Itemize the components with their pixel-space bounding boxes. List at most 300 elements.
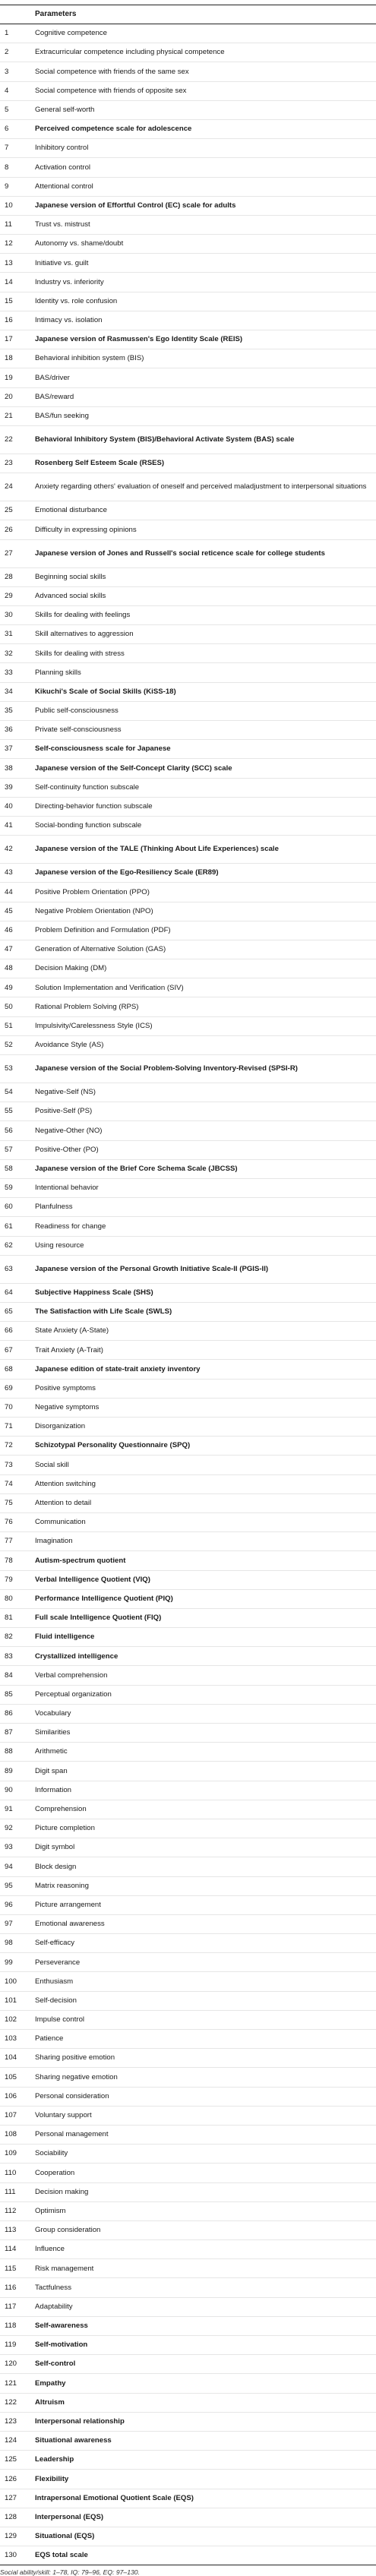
row-number: 39	[0, 778, 35, 797]
table-row	[0, 1724, 376, 1743]
row-parameter: Block design	[35, 1857, 376, 1876]
row-parameter: Verbal comprehension	[35, 1666, 376, 1685]
table-row	[0, 2546, 376, 2565]
row-number: 7	[0, 139, 35, 158]
row-number: 54	[0, 1083, 35, 1102]
row-parameter: Interpersonal (EQS)	[35, 2508, 376, 2527]
row-number: 111	[0, 2182, 35, 2201]
row-number: 106	[0, 2087, 35, 2106]
row-number: 73	[0, 1456, 35, 1474]
table-row	[0, 1838, 376, 1857]
table-row	[0, 215, 376, 234]
table-row	[0, 539, 376, 567]
row-parameter: Situational (EQS)	[35, 2527, 376, 2546]
table-row	[0, 368, 376, 387]
row-number: 25	[0, 501, 35, 520]
row-parameter: Generation of Alternative Solution (GAS)	[35, 940, 376, 959]
row-parameter: Negative-Self (NS)	[35, 1083, 376, 1102]
row-parameter: Activation control	[35, 158, 376, 177]
table-row	[0, 1608, 376, 1627]
table-row	[0, 997, 376, 1016]
row-number: 115	[0, 2259, 35, 2278]
row-number: 10	[0, 196, 35, 215]
row-parameter: Self-continuity function subscale	[35, 778, 376, 797]
table-row	[0, 1953, 376, 1972]
table-row	[0, 1570, 376, 1589]
row-number: 110	[0, 2164, 35, 2182]
row-number: 83	[0, 1647, 35, 1666]
table-row	[0, 1532, 376, 1551]
table-row	[0, 605, 376, 624]
row-number: 82	[0, 1628, 35, 1647]
table-row	[0, 1121, 376, 1140]
table-row	[0, 254, 376, 273]
row-number: 66	[0, 1322, 35, 1341]
row-parameter: Matrix reasoning	[35, 1876, 376, 1895]
table-row	[0, 1857, 376, 1876]
row-number: 12	[0, 235, 35, 254]
table-row	[0, 1283, 376, 1302]
row-number: 5	[0, 100, 35, 119]
row-parameter: Picture arrangement	[35, 1895, 376, 1914]
row-number: 85	[0, 1685, 35, 1704]
row-parameter: BAS/fun seeking	[35, 406, 376, 425]
table-row	[0, 1743, 376, 1762]
row-parameter: Crystallized intelligence	[35, 1647, 376, 1666]
row-number: 116	[0, 2278, 35, 2297]
row-parameter: Rosenberg Self Esteem Scale (RSES)	[35, 454, 376, 473]
table-row	[0, 1398, 376, 1417]
row-parameter: Social competence with friends of opposite sex	[35, 81, 376, 100]
table-row	[0, 1302, 376, 1321]
row-parameter: Japanese version of Effortful Control (EC) scale for adults	[35, 196, 376, 215]
row-number: 120	[0, 2355, 35, 2374]
row-number: 63	[0, 1255, 35, 1283]
row-parameter: Cognitive competence	[35, 24, 376, 43]
table-row	[0, 883, 376, 902]
table-row	[0, 473, 376, 501]
row-number: 32	[0, 644, 35, 663]
row-number: 81	[0, 1608, 35, 1627]
row-parameter: Problem Definition and Formulation (PDF)	[35, 921, 376, 940]
table-row	[0, 1016, 376, 1035]
row-parameter: Self-motivation	[35, 2336, 376, 2355]
row-number: 101	[0, 1991, 35, 2010]
table-row	[0, 2068, 376, 2087]
row-parameter: BAS/reward	[35, 387, 376, 406]
table-row	[0, 2374, 376, 2393]
table-row	[0, 1493, 376, 1512]
table-row	[0, 2316, 376, 2335]
table-row	[0, 740, 376, 759]
row-parameter: Extracurricular competence including physical competence	[35, 43, 376, 62]
row-number: 49	[0, 978, 35, 997]
row-number: 74	[0, 1474, 35, 1493]
row-parameter: Kikuchi's Scale of Social Skills (KiSS-18)	[35, 682, 376, 701]
row-parameter: Risk management	[35, 2259, 376, 2278]
row-number: 84	[0, 1666, 35, 1685]
row-number: 71	[0, 1418, 35, 1437]
table-row	[0, 520, 376, 539]
table-row	[0, 1437, 376, 1456]
row-number: 127	[0, 2489, 35, 2508]
row-parameter: Optimism	[35, 2201, 376, 2220]
row-parameter: Attention switching	[35, 1474, 376, 1493]
row-number: 44	[0, 883, 35, 902]
table-row	[0, 2145, 376, 2164]
row-parameter: Self-efficacy	[35, 1934, 376, 1953]
row-number: 119	[0, 2336, 35, 2355]
table-row	[0, 721, 376, 740]
row-parameter: Perseverance	[35, 1953, 376, 1972]
table-row	[0, 1589, 376, 1608]
table-row	[0, 235, 376, 254]
row-number: 87	[0, 1724, 35, 1743]
table-row	[0, 902, 376, 921]
row-parameter: Perceptual organization	[35, 1685, 376, 1704]
row-number: 51	[0, 1016, 35, 1035]
parameters-table	[0, 5, 376, 2565]
row-number: 130	[0, 2546, 35, 2565]
row-parameter: Japanese version of the TALE (Thinking About Life Experiences) scale	[35, 836, 376, 864]
row-number: 86	[0, 1704, 35, 1723]
row-parameter: Voluntary support	[35, 2106, 376, 2125]
row-number: 19	[0, 368, 35, 387]
table-row	[0, 1819, 376, 1838]
row-number: 108	[0, 2125, 35, 2144]
row-number: 117	[0, 2297, 35, 2316]
table-row	[0, 349, 376, 368]
row-number: 27	[0, 539, 35, 567]
table-row	[0, 1236, 376, 1255]
table-row	[0, 1379, 376, 1398]
row-number: 42	[0, 836, 35, 864]
row-number: 46	[0, 921, 35, 940]
header-number	[0, 5, 35, 24]
table-row	[0, 978, 376, 997]
table-row	[0, 1972, 376, 1991]
row-number: 18	[0, 349, 35, 368]
row-parameter: Anxiety regarding others' evaluation of oneself and perceived maladjustment to interpersonal situations	[35, 473, 376, 501]
row-number: 67	[0, 1341, 35, 1360]
table-row	[0, 701, 376, 720]
row-number: 11	[0, 215, 35, 234]
table-row	[0, 2489, 376, 2508]
row-number: 105	[0, 2068, 35, 2087]
row-parameter: Comprehension	[35, 1800, 376, 1819]
row-number: 43	[0, 864, 35, 883]
row-number: 98	[0, 1934, 35, 1953]
table-row	[0, 1474, 376, 1493]
table-row	[0, 273, 376, 292]
table-row	[0, 959, 376, 978]
table-body	[0, 24, 376, 2565]
row-number: 99	[0, 1953, 35, 1972]
row-parameter: Behavioral Inhibitory System (BIS)/Behavioral Activate System (BAS) scale	[35, 425, 376, 454]
row-number: 94	[0, 1857, 35, 1876]
row-parameter: Initiative vs. guilt	[35, 254, 376, 273]
row-parameter: Japanese version of Rasmussen's Ego Identity Scale (REIS)	[35, 330, 376, 349]
row-number: 53	[0, 1055, 35, 1083]
table-row	[0, 24, 376, 43]
row-parameter: Sharing negative emotion	[35, 2068, 376, 2087]
row-number: 102	[0, 2010, 35, 2029]
table-row	[0, 2220, 376, 2239]
table-row	[0, 567, 376, 586]
table-row	[0, 2106, 376, 2125]
row-parameter: Solution Implementation and Verification (SIV)	[35, 978, 376, 997]
table-row	[0, 501, 376, 520]
row-parameter: Planfulness	[35, 1198, 376, 1217]
row-number: 45	[0, 902, 35, 921]
table-row	[0, 2240, 376, 2259]
row-parameter: Decision making	[35, 2182, 376, 2201]
table-row	[0, 2182, 376, 2201]
row-parameter: Japanese version of the Ego-Resiliency Scale (ER89)	[35, 864, 376, 883]
row-parameter: Picture completion	[35, 1819, 376, 1838]
row-number: 16	[0, 311, 35, 330]
row-parameter: Digit span	[35, 1762, 376, 1781]
row-parameter: Vocabulary	[35, 1704, 376, 1723]
row-parameter: Enthusiasm	[35, 1972, 376, 1991]
row-parameter: Empathy	[35, 2374, 376, 2393]
table-row	[0, 2259, 376, 2278]
header-parameters: Parameters	[35, 5, 376, 24]
table-row	[0, 158, 376, 177]
table-row	[0, 2412, 376, 2431]
row-parameter: Leadership	[35, 2451, 376, 2470]
row-number: 64	[0, 1283, 35, 1302]
row-number: 22	[0, 425, 35, 454]
row-parameter: Emotional disturbance	[35, 501, 376, 520]
table-row	[0, 196, 376, 215]
table-row	[0, 778, 376, 797]
row-number: 40	[0, 797, 35, 816]
table-row	[0, 1914, 376, 1933]
table-row	[0, 836, 376, 864]
table-row	[0, 2010, 376, 2029]
table-row	[0, 1647, 376, 1666]
row-number: 1	[0, 24, 35, 43]
row-number: 58	[0, 1159, 35, 1178]
table-row	[0, 177, 376, 196]
row-number: 122	[0, 2393, 35, 2412]
row-parameter: Patience	[35, 2030, 376, 2049]
row-parameter: Negative Problem Orientation (NPO)	[35, 902, 376, 921]
table-row	[0, 1685, 376, 1704]
table-row	[0, 100, 376, 119]
row-parameter: Inhibitory control	[35, 139, 376, 158]
table-row	[0, 2297, 376, 2316]
table-row	[0, 797, 376, 816]
table-row	[0, 682, 376, 701]
row-parameter: Planning skills	[35, 663, 376, 682]
row-parameter: Fluid intelligence	[35, 1628, 376, 1647]
row-parameter: Autism-spectrum quotient	[35, 1551, 376, 1570]
table-row	[0, 1140, 376, 1159]
row-number: 50	[0, 997, 35, 1016]
row-parameter: Personal consideration	[35, 2087, 376, 2106]
row-number: 4	[0, 81, 35, 100]
row-number: 95	[0, 1876, 35, 1895]
row-number: 14	[0, 273, 35, 292]
row-parameter: Schizotypal Personality Questionnaire (SPQ)	[35, 1437, 376, 1456]
row-number: 76	[0, 1512, 35, 1531]
table-row	[0, 2431, 376, 2450]
table-row	[0, 1322, 376, 1341]
row-parameter: Tactfulness	[35, 2278, 376, 2297]
row-number: 26	[0, 520, 35, 539]
row-parameter: Social-bonding function subscale	[35, 816, 376, 835]
row-number: 107	[0, 2106, 35, 2125]
table-row	[0, 1341, 376, 1360]
table-row	[0, 1876, 376, 1895]
row-number: 80	[0, 1589, 35, 1608]
row-parameter: Attention to detail	[35, 1493, 376, 1512]
table-row	[0, 644, 376, 663]
row-number: 21	[0, 406, 35, 425]
row-number: 77	[0, 1532, 35, 1551]
table-row	[0, 1035, 376, 1054]
row-number: 124	[0, 2431, 35, 2450]
table-row	[0, 454, 376, 473]
table-row	[0, 119, 376, 138]
table-row	[0, 1934, 376, 1953]
row-parameter: Group consideration	[35, 2220, 376, 2239]
row-number: 29	[0, 586, 35, 605]
table-footnote: Social ability/skill: 1–78, IQ: 79–96, EQ: 97–130.	[0, 2568, 140, 2576]
table-row	[0, 1217, 376, 1236]
table-row	[0, 2087, 376, 2106]
row-number: 33	[0, 663, 35, 682]
table-row	[0, 1666, 376, 1685]
row-number: 9	[0, 177, 35, 196]
row-number: 48	[0, 959, 35, 978]
row-number: 100	[0, 1972, 35, 1991]
table-row	[0, 1551, 376, 1570]
row-number: 93	[0, 1838, 35, 1857]
row-parameter: Imagination	[35, 1532, 376, 1551]
table-row	[0, 2508, 376, 2527]
table-header-row	[0, 5, 376, 24]
table-row	[0, 864, 376, 883]
row-number: 125	[0, 2451, 35, 2470]
table-row	[0, 62, 376, 81]
table-row	[0, 311, 376, 330]
row-parameter: The Satisfaction with Life Scale (SWLS)	[35, 1302, 376, 1321]
row-number: 75	[0, 1493, 35, 1512]
table-row	[0, 406, 376, 425]
row-parameter: Skills for dealing with stress	[35, 644, 376, 663]
row-number: 69	[0, 1379, 35, 1398]
row-number: 62	[0, 1236, 35, 1255]
table-row	[0, 2393, 376, 2412]
table-row	[0, 2355, 376, 2374]
row-number: 6	[0, 119, 35, 138]
row-number: 59	[0, 1178, 35, 1197]
row-parameter: Advanced social skills	[35, 586, 376, 605]
table-row	[0, 1083, 376, 1102]
row-parameter: Influence	[35, 2240, 376, 2259]
table-row	[0, 2336, 376, 2355]
row-parameter: Positive Problem Orientation (PPO)	[35, 883, 376, 902]
row-parameter: EQS total scale	[35, 2546, 376, 2565]
table-row	[0, 1198, 376, 1217]
table-row	[0, 1418, 376, 1437]
row-parameter: Disorganization	[35, 1418, 376, 1437]
table-row	[0, 2527, 376, 2546]
row-parameter: Positive-Self (PS)	[35, 1102, 376, 1121]
table-row	[0, 1178, 376, 1197]
table-row	[0, 43, 376, 62]
row-parameter: Perceived competence scale for adolescence	[35, 119, 376, 138]
table-row	[0, 330, 376, 349]
row-parameter: Negative symptoms	[35, 1398, 376, 1417]
row-parameter: Japanese edition of state-trait anxiety inventory	[35, 1360, 376, 1379]
row-number: 35	[0, 701, 35, 720]
table-row	[0, 1704, 376, 1723]
row-number: 97	[0, 1914, 35, 1933]
table-row	[0, 1159, 376, 1178]
row-number: 56	[0, 1121, 35, 1140]
row-parameter: Industry vs. inferiority	[35, 273, 376, 292]
table-row	[0, 586, 376, 605]
row-parameter: Decision Making (DM)	[35, 959, 376, 978]
row-parameter: Self-control	[35, 2355, 376, 2374]
row-parameter: Digit symbol	[35, 1838, 376, 1857]
row-number: 20	[0, 387, 35, 406]
row-parameter: Japanese version of the Self-Concept Clarity (SCC) scale	[35, 759, 376, 778]
row-number: 123	[0, 2412, 35, 2431]
row-number: 47	[0, 940, 35, 959]
row-parameter: Arithmetic	[35, 1743, 376, 1762]
row-parameter: Rational Problem Solving (RPS)	[35, 997, 376, 1016]
table-row	[0, 292, 376, 311]
row-parameter: Skills for dealing with feelings	[35, 605, 376, 624]
row-parameter: Social competence with friends of the same sex	[35, 62, 376, 81]
row-parameter: Japanese version of Jones and Russell's social reticence scale for college students	[35, 539, 376, 567]
table-row	[0, 387, 376, 406]
row-number: 79	[0, 1570, 35, 1589]
row-number: 90	[0, 1781, 35, 1800]
table-row	[0, 2030, 376, 2049]
row-parameter: Interpersonal relationship	[35, 2412, 376, 2431]
row-parameter: Emotional awareness	[35, 1914, 376, 1933]
row-parameter: Performance Intelligence Quotient (PIQ)	[35, 1589, 376, 1608]
row-number: 68	[0, 1360, 35, 1379]
table-row	[0, 940, 376, 959]
row-number: 38	[0, 759, 35, 778]
row-number: 24	[0, 473, 35, 501]
row-number: 17	[0, 330, 35, 349]
table-row	[0, 1255, 376, 1283]
row-number: 78	[0, 1551, 35, 1570]
row-parameter: Self-decision	[35, 1991, 376, 2010]
row-parameter: Communication	[35, 1512, 376, 1531]
row-parameter: Cooperation	[35, 2164, 376, 2182]
row-parameter: Flexibility	[35, 2470, 376, 2489]
row-parameter: Sociability	[35, 2145, 376, 2164]
row-parameter: Intrapersonal Emotional Quotient Scale (EQS)	[35, 2489, 376, 2508]
row-parameter: Public self-consciousness	[35, 701, 376, 720]
row-number: 126	[0, 2470, 35, 2489]
table-row	[0, 2451, 376, 2470]
row-parameter: Social skill	[35, 1456, 376, 1474]
table-row	[0, 1055, 376, 1083]
table-row	[0, 625, 376, 644]
table-row	[0, 2278, 376, 2297]
row-parameter: Using resource	[35, 1236, 376, 1255]
